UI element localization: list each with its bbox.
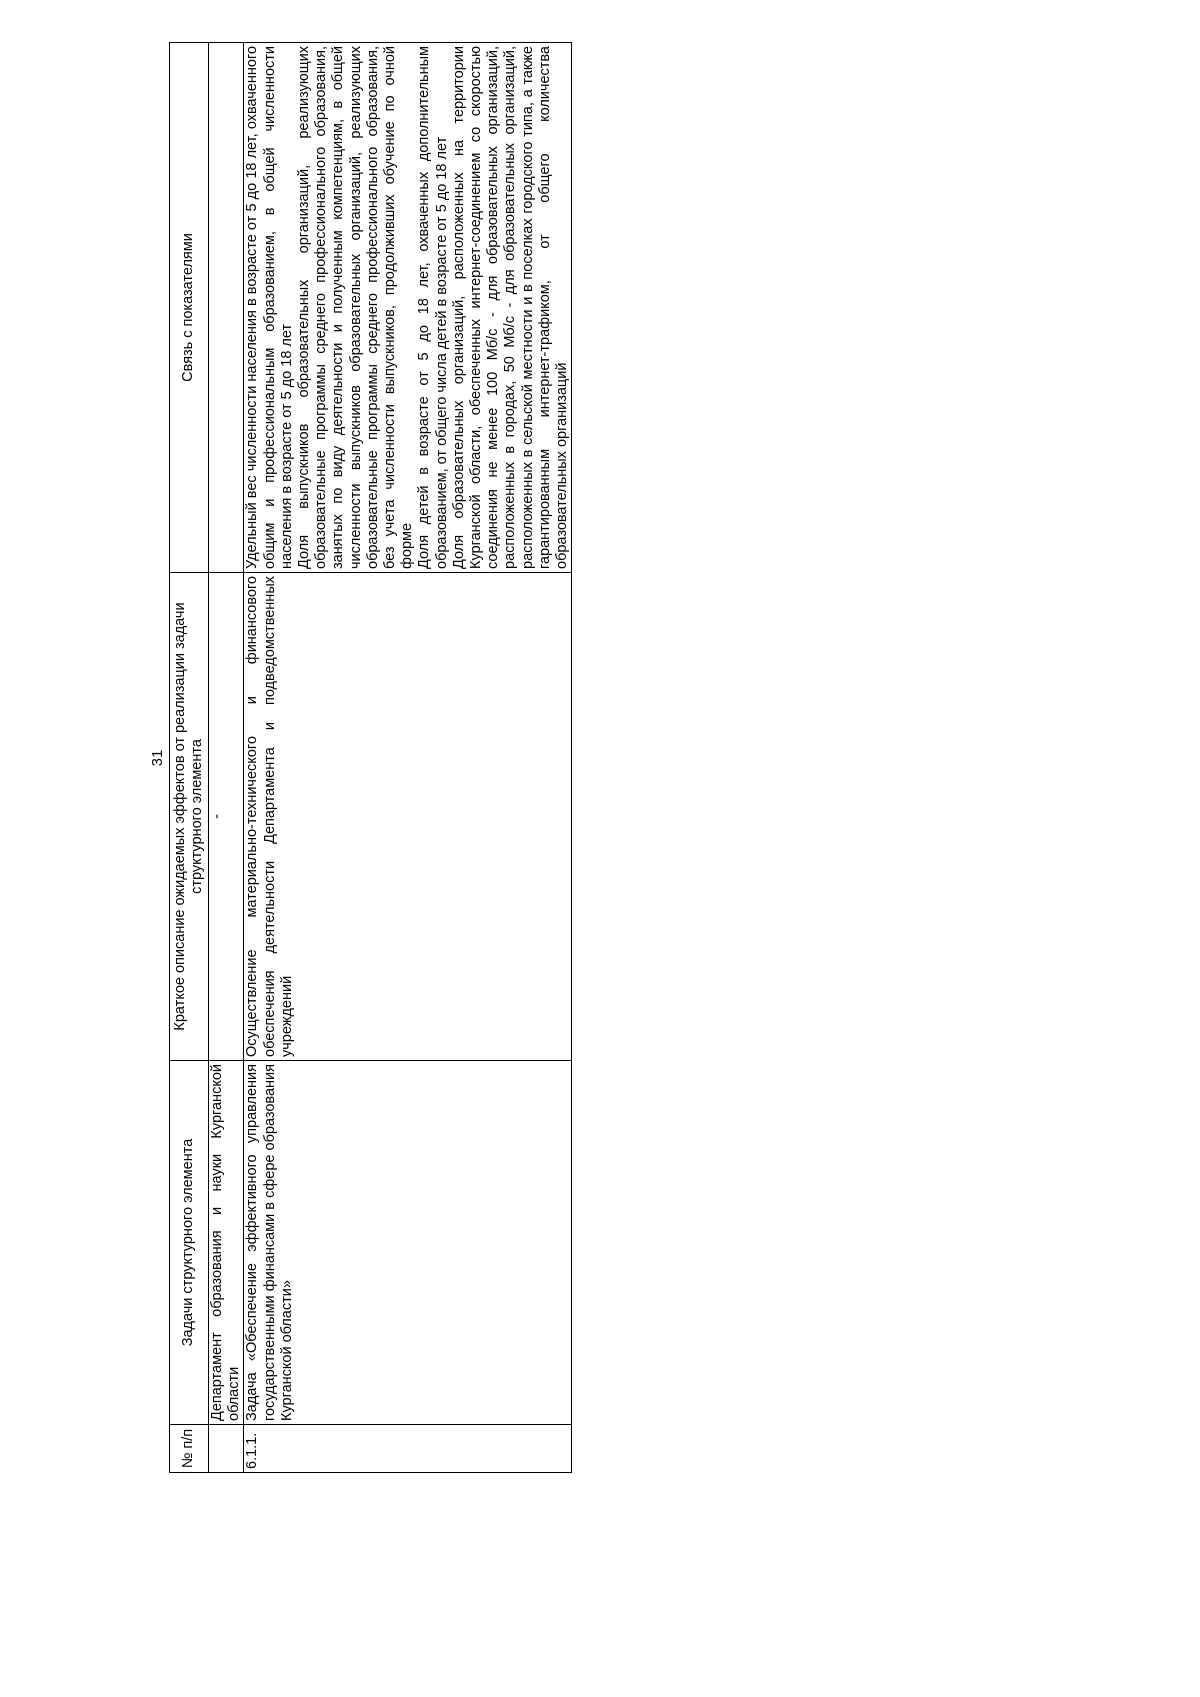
- header-tasks: Задачи структурного элемента: [170, 1061, 209, 1425]
- header-num: № п/п: [170, 1425, 209, 1473]
- task-num: 6.1.1.: [244, 1425, 572, 1473]
- structural-element-table: [169, 42, 572, 1473]
- indicator-item: Доля детей в возрасте от 5 до 18 лет, охваченных дополнительным образованием, от общего числа детей в возрасте от 5 до 18 лет: [416, 46, 450, 569]
- task-description: Задача «Обеспечение эффективного управления государственными финансами в сфере образования Курганской области»: [244, 1061, 572, 1425]
- page-number: 31: [149, 749, 166, 767]
- header-link: Связь с показателями: [170, 43, 209, 573]
- task-indicators: [244, 43, 572, 573]
- department-row: [209, 43, 244, 1473]
- dept-link-cell: [209, 43, 244, 573]
- dept-name: Департамент образования и науки Курганской области: [209, 1061, 244, 1425]
- header-effects: Краткое описание ожидаемых эффектов от реализации задачи структурного элемента: [170, 573, 209, 1061]
- rotated-page: [141, 43, 1077, 1473]
- indicator-item: Доля образовательных организаций, расположенных на территории Курганской области, обеспеченных интернет-соединением со скоростью соединения не менее 100 Мб/с - для образовательных организаций, расположенных в городах, 50 Мб/с - для образовательных организаций, расположенных в сельской местности и в поселках городского типа, а также гарантированным интернет-трафиком, от общего количества образовательных организаций: [450, 46, 571, 569]
- task-row: [244, 43, 572, 1473]
- indicator-item: Доля выпускников образовательных организаций, реализующих образовательные программы среднего профессионального образования, занятых по виду деятельности и полученным компетенциям, в общей численности выпускников образовательных организаций, реализующих образовательные программы среднего профессионального образования, без учета численности выпускников, продолживших обучение по очной форме: [296, 46, 416, 569]
- task-effect: Осуществление материально-технического и финансового обеспечения деятельности Департамента и подведомственных учреждений: [244, 573, 572, 1061]
- dept-effects: -: [209, 573, 244, 1061]
- dept-num-cell: [209, 1425, 244, 1473]
- header-row: [170, 43, 209, 1473]
- indicator-item: Удельный вес численности населения в возрасте от 5 до 18 лет, охваченного общим и профессиональным образованием, в общей численности населения в возрасте от 5 до 18 лет: [244, 46, 295, 569]
